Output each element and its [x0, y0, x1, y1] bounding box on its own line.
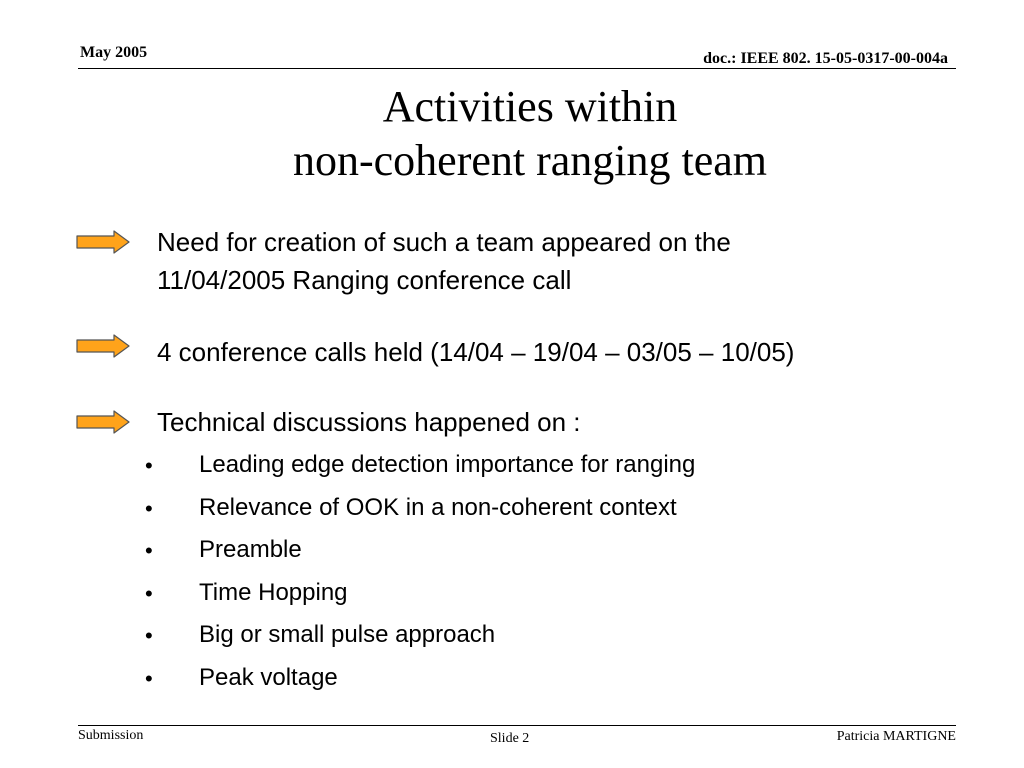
subpoint-4: Time Hopping	[199, 579, 348, 606]
right-arrow-icon	[76, 230, 130, 254]
footer-slide-number: Slide 2	[490, 731, 530, 746]
slide-title-line-1: Activities within	[382, 82, 678, 131]
point-2-line-1: 4 conference calls held (14/04 – 19/04 – 03/05 – 10/05)	[157, 337, 795, 367]
point-2	[157, 333, 794, 371]
subpoint-2: Relevance of OOK in a non-coherent context	[199, 494, 677, 521]
subpoint-5: Big or small pulse approach	[199, 621, 496, 648]
footer-author: Patricia MARTIGNE	[836, 729, 956, 744]
bullet-icon: •	[145, 623, 153, 648]
right-arrow-icon	[76, 410, 130, 434]
point-1-line-1: Need for creation of such a team appeared on the	[157, 227, 731, 257]
footer-submission: Submission	[78, 728, 144, 743]
point-3	[157, 403, 581, 441]
bullet-icon: •	[145, 496, 153, 521]
right-arrow-icon	[76, 334, 130, 358]
slide-title-line-2: non-coherent ranging team	[292, 136, 768, 185]
subpoint-1: Leading edge detection importance for ranging	[199, 451, 696, 478]
bullet-icon: •	[145, 453, 153, 478]
subpoint-3: Preamble	[199, 536, 302, 563]
header-doc-id: doc.: IEEE 802. 15-05-0317-00-004a	[703, 50, 948, 67]
point-3-line-1: Technical discussions happened on :	[157, 407, 581, 437]
header-divider	[78, 68, 956, 69]
subpoint-6: Peak voltage	[199, 664, 338, 691]
point-1	[157, 223, 731, 299]
bullet-icon: •	[145, 666, 153, 691]
slide-title	[0, 80, 1024, 188]
bullet-icon: •	[145, 538, 153, 563]
header-date: May 2005	[80, 44, 148, 61]
point-1-line-2: 11/04/2005 Ranging conference call	[157, 265, 572, 295]
footer-divider	[78, 725, 956, 726]
bullet-icon: •	[145, 581, 153, 606]
